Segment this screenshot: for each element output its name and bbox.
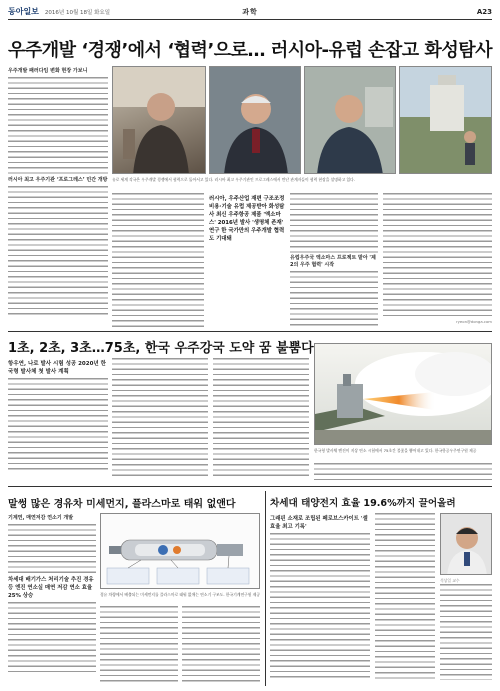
article4-text-block [440, 584, 492, 680]
article4-author-caption: 석상일 교수 [440, 578, 460, 583]
article4-author-photo [440, 513, 492, 575]
article2-caption-text: 한국형 발사체 엔진이 지상 연소 시험에서 75초간 불꽃을 뿜어내고 있다. 한국항공우주연구원 제공 [314, 448, 477, 453]
article1-body-col2 [112, 193, 204, 328]
article1-pullquote: 러시아, 우주산업 재편 구조조정 비용·기술 유럽 제공받아 화성탐사 최신 우주항공 제품 '엑소마스' 2016년 발사 '생명체 존재' 연구 한 국가만의 우주개발 협력도 기대돼 [209, 196, 285, 242]
article2-subhead: 항우연, 나로 발사 시험 성공 2020년 한국형 발사체 첫 발사 계획 [8, 361, 106, 375]
article2-body-col2 [112, 358, 208, 480]
section-divider [8, 486, 492, 487]
article1-text-block [8, 186, 108, 316]
article1-body-left [8, 66, 108, 328]
article2-text-block [112, 358, 208, 478]
article2-text-block [314, 463, 492, 483]
article4-subhead: 그래핀 소재로 조립된 페로브스카이트 '셀 효율 최고 기록' [270, 516, 368, 530]
article2-text-block [8, 378, 108, 470]
article1-photo-1 [112, 66, 206, 174]
article1-text-block [8, 77, 108, 175]
article4-text-block [270, 533, 370, 681]
article3-body-col3 [182, 606, 260, 684]
article1-body-col4 [290, 193, 378, 328]
article1-text-block [290, 271, 378, 328]
article4-body-col1 [270, 513, 370, 683]
article1-subhead2: 유럽우주국 엑소마스 프로젝트 맡아 '제 2의 우주 협력' 시작 [290, 255, 376, 268]
reporter-email: ryeon@donga.com [456, 319, 492, 324]
masthead [8, 4, 492, 20]
page-number: A23 [476, 7, 492, 16]
article2-photo-caption [314, 448, 492, 460]
article2-headline: 1초, 2초, 3초…75초, 한국 우주강국 도약 꿈 불뿜다 [8, 341, 314, 356]
article3-caption-text: 경유 차량에서 배출되는 미세먼지를 플라스마로 태워 없애는 연소기 구조도. 한국기계연구원 제공 [100, 592, 260, 597]
article2-body-col1 [8, 358, 108, 480]
article4-headline: 차세대 태양전지 효율 19.6%까지 끌어올려 [270, 498, 456, 509]
article1-text-block [290, 193, 378, 253]
article3-body-col2 [100, 606, 178, 684]
article1-text-block [383, 193, 492, 319]
article1-photo-2 [209, 66, 301, 174]
article1-kicker: 우주개발 패러다임 변화 현장 가보니 [8, 68, 88, 74]
section-title: 과학 [242, 7, 258, 16]
article4-body-col2 [375, 513, 435, 683]
article1-photo-4 [399, 66, 492, 174]
article4-body-col3 [440, 578, 492, 684]
article2-body-col4 [314, 463, 492, 483]
article3-subhead: 차세대 배기가스 처리기술 추진 경유 등 엔진 연소실 매연 저감 연소 효율 25% 상승 [8, 577, 94, 599]
article3-text-block [8, 602, 96, 672]
article2-body-col3 [213, 358, 309, 480]
article3-diagram [100, 513, 260, 589]
article3-body-col1 [8, 513, 96, 683]
article1-photo-3 [304, 66, 396, 174]
article1-photo-caption [112, 177, 492, 189]
section-divider [8, 331, 492, 332]
article3-text-block [100, 606, 178, 684]
article1-headline: 우주개발 ‘경쟁’에서 ‘협력’으로… 러시아-유럽 손잡고 화성탐사 [8, 40, 492, 61]
article4-text-block [375, 513, 435, 681]
article3-headline: 말썽 많은 경유차 미세먼지, 플라스마로 태워 없앤다 [8, 499, 236, 510]
article2-photo-rocket-test [314, 343, 492, 445]
issue-date: 2016년 10월 18일 화요일 [44, 9, 111, 16]
article1-subhead1: 러시아 최고 우주기관 ‘프로그레스’ 민간 개방 [8, 177, 108, 183]
article1-body-col5 [383, 193, 492, 328]
column-divider [265, 491, 266, 686]
article2-text-block [213, 358, 309, 478]
article1-text-block [112, 193, 204, 328]
article1-caption-text: 유로 세계 각국은 우주개발 경쟁에서 협력으로 돌아서고 있다. 러시아 최고 우주기관인 프로그레스에서 만난 관계자들이 협력 현장을 설명하고 있다. [112, 177, 355, 182]
article3-text-block [182, 606, 260, 684]
article1-pullquote-box [209, 193, 285, 328]
newspaper-logo: 동아일보 [8, 6, 39, 16]
article3-byline: 기계연, 매연저감 연소기 개발 [8, 515, 74, 521]
article3-diagram-caption [100, 592, 260, 603]
article3-text-block [8, 524, 96, 574]
